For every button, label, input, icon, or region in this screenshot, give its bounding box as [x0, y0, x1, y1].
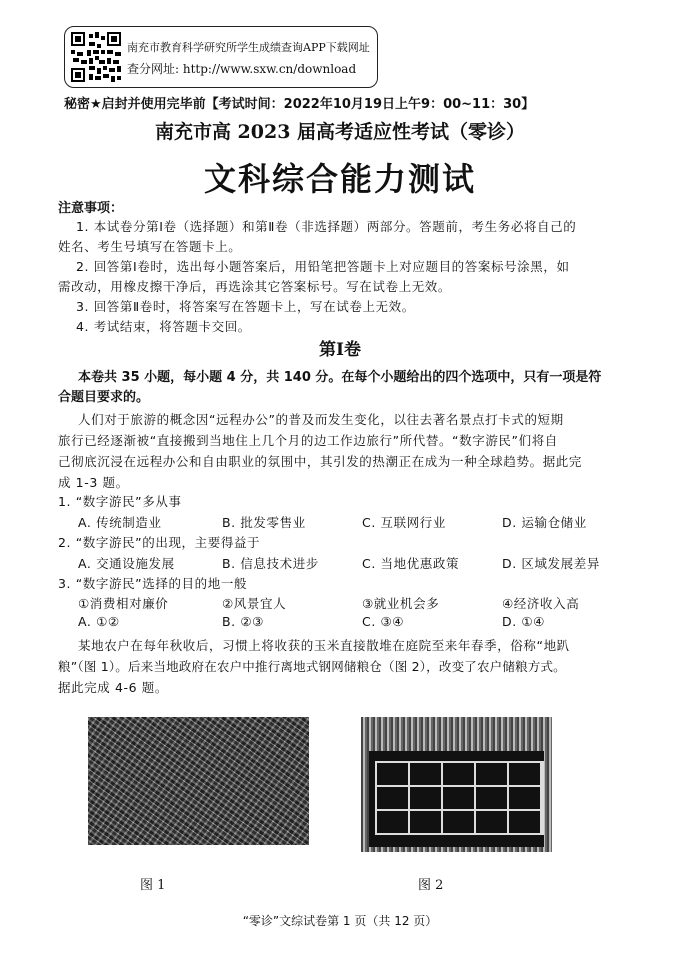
- section-intro: 合题目要求的。: [58, 390, 150, 405]
- notice-line: 4. 考试结束，将答题卡交回。: [76, 319, 251, 334]
- answer-statement: ④经济收入高: [502, 596, 580, 611]
- passage-line: 人们对于旅游的概念因“远程办公”的普及而发生变化，以往去著名景点打卡式的短期: [78, 412, 564, 427]
- answer-option: A. 传统制造业: [78, 515, 162, 530]
- notice-line: 姓名、考生号填写在答题卡上。: [58, 239, 242, 254]
- notice-line: 3. 回答第Ⅱ卷时，将答案写在答题卡上，写在试卷上无效。: [76, 299, 415, 314]
- answer-option: C. ③④: [362, 614, 405, 629]
- answer-option: B. 批发零售业: [222, 515, 306, 530]
- notice-heading: 注意事项：: [58, 201, 124, 216]
- answer-statement: ①消费相对廉价: [78, 596, 169, 611]
- figure-2-caption: 图 2: [418, 878, 444, 893]
- passage-line: 己彻底沉浸在远程办公和自由职业的氛围中，其引发的热潮正在成为一种全球趋势。据此完: [58, 454, 583, 469]
- answer-statement: ②风景宜人: [222, 596, 287, 611]
- answer-option: A. 交通设施发展: [78, 556, 175, 571]
- answer-option: C. 当地优惠政策: [362, 556, 460, 571]
- passage-line: 成 1-3 题。: [58, 475, 129, 490]
- answer-option: D. 运输仓储业: [502, 515, 587, 530]
- confidential-notice: 秘密★启封并使用完毕前【考试时间：2022年10月19日上午9：00~11：30】: [64, 97, 535, 112]
- question-stem: 2. “数字游民”的出现，主要得益于: [58, 535, 261, 550]
- page-title: 文科综合能力测试: [203, 160, 476, 198]
- exam-title: 南充市高 2023 届高考适应性考试（零诊）: [154, 121, 526, 143]
- notice-line: 1. 本试卷分第Ⅰ卷（选择题）和第Ⅱ卷（非选择题）两部分。答题前，考生务必将自己的: [76, 219, 577, 234]
- score-query-url: 查分网址: http://www.sxw.cn/download: [127, 62, 357, 76]
- figure-2-image: [361, 717, 552, 852]
- answer-option: B. 信息技术进步: [222, 556, 319, 571]
- qr-code-icon: [71, 32, 121, 82]
- download-info-box: [64, 26, 378, 88]
- figure-1-caption: 图 1: [140, 878, 166, 893]
- download-app-text: 南充市教育科学研究所学生成绩查询APP下载网址: [127, 41, 370, 54]
- question-stem: 1. “数字游民”多从事: [58, 494, 182, 509]
- section-title: 第Ⅰ卷: [319, 340, 361, 360]
- figure-1-image: [88, 717, 309, 845]
- answer-option: A. ①②: [78, 614, 120, 629]
- figure-2-steel-mesh: [375, 761, 544, 835]
- answer-option: B. ②③: [222, 614, 264, 629]
- answer-statement: ③就业机会多: [362, 596, 440, 611]
- notice-line: 需改动，用橡皮擦干净后，再选涂其它答案标号。写在试卷上无效。: [58, 279, 452, 294]
- page-footer: “零诊”文综试卷第 1 页（共 12 页）: [242, 914, 438, 928]
- passage-line: 粮”（图 1）。后来当地政府在农户中推行离地式钢网储粮仓（图 2），改变了农户储粮方式。: [58, 659, 566, 674]
- passage-line: 旅行已经逐渐被“直接搬到当地住上几个月的边工作边旅行”所代替。“数字游民”们将自: [58, 433, 558, 448]
- answer-option: D. ①④: [502, 614, 545, 629]
- answer-option: C. 互联网行业: [362, 515, 446, 530]
- notice-line: 2. 回答第Ⅰ卷时，选出每小题答案后，用铅笔把答题卡上对应题目的答案标号涂黑，如: [76, 259, 570, 274]
- question-stem: 3. “数字游民”选择的目的地一般: [58, 576, 248, 591]
- section-intro: 本卷共 35 小题，每小题 4 分，共 140 分。在每个小题给出的四个选项中，只有一项是符: [78, 370, 602, 385]
- passage-line: 据此完成 4-6 题。: [58, 680, 168, 695]
- answer-option: D. 区域发展差异: [502, 556, 600, 571]
- passage-line: 某地农户在每年秋收后，习惯上将收获的玉米直接散堆在庭院至来年春季，俗称“地趴: [78, 638, 570, 653]
